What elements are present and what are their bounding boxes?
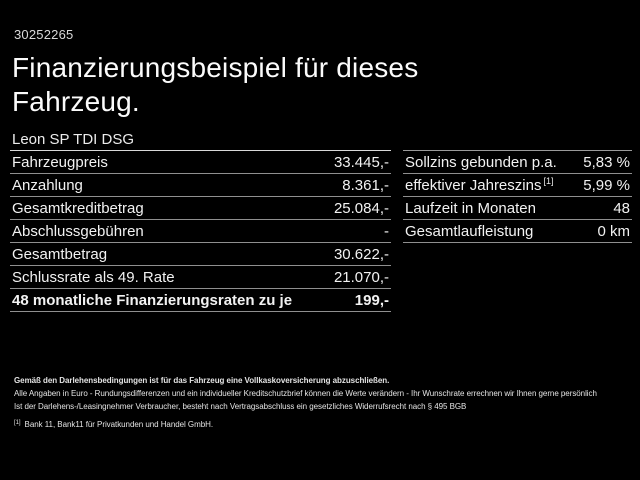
page-title-line2: Fahrzeug. xyxy=(12,86,140,117)
finance-row-abschlussgebuehren xyxy=(10,220,391,243)
page-title xyxy=(12,51,418,119)
finance-row-label: Fahrzeugpreis xyxy=(12,153,108,171)
finance-row-gesamtkreditbetrag xyxy=(10,197,391,220)
finance-row-anzahlung xyxy=(10,174,391,197)
conditions-row-value: 48 xyxy=(613,199,630,217)
finance-row-label: 48 monatliche Finanzierungsraten zu je xyxy=(12,291,293,309)
finance-table xyxy=(10,150,391,312)
finance-row-schlussrate xyxy=(10,266,391,289)
conditions-row-value: 0 km xyxy=(597,222,630,240)
finance-row-value: 33.445,- xyxy=(333,153,389,171)
finance-row-value: 21.070,- xyxy=(333,268,389,286)
finance-row-value: 30.622,- xyxy=(333,245,389,263)
offer-id: 30252265 xyxy=(14,27,74,42)
conditions-row-effektiver-jahreszins xyxy=(403,174,632,197)
conditions-row-label: effektiver Jahreszins [1] xyxy=(405,175,554,194)
insurance-note: Gemäß den Darlehensbedingungen ist für das Fahrzeug eine Vollkaskoversicherung abzuschließen. xyxy=(14,376,390,385)
bank-footnote xyxy=(14,417,634,431)
legal-footer xyxy=(14,374,634,431)
footnote-ref: [1] xyxy=(543,175,554,186)
footnote-text: Bank 11, Bank11 für Privatkunden und Handel GmbH. xyxy=(24,420,214,429)
finance-row-monthly-rate xyxy=(10,289,391,312)
page-title-line1: Finanzierungsbeispiel für dieses xyxy=(12,52,419,83)
finance-row-value: 199,- xyxy=(354,291,389,309)
finance-row-label: Gesamtbetrag xyxy=(12,245,108,263)
footnote-marker: [1] xyxy=(14,420,21,426)
conditions-row-label: Laufzeit in Monaten xyxy=(405,199,536,217)
vehicle-model: Leon SP TDI DSG xyxy=(12,131,135,148)
finance-row-gesamtbetrag xyxy=(10,243,391,266)
conditions-row-value: 5,83 % xyxy=(583,153,630,171)
disclaimer-line2: Ist der Darlehens-/Leasingnehmer Verbraucher, besteht nach Vertragsabschluss ein gesetzliches Widerrufsrecht nach § 495 BGB xyxy=(14,402,467,411)
finance-row-value: 8.361,- xyxy=(342,176,389,194)
conditions-row-gesamtlaufleistung xyxy=(403,220,632,243)
conditions-row-label: Gesamtlaufleistung xyxy=(405,222,534,240)
finance-row-label: Schlussrate als 49. Rate xyxy=(12,268,175,286)
finance-row-value: - xyxy=(384,222,389,240)
finance-row-label: Abschlussgebühren xyxy=(12,222,144,240)
conditions-row-laufzeit xyxy=(403,197,632,220)
conditions-row-sollzins xyxy=(403,151,632,174)
finance-row-value: 25.084,- xyxy=(333,199,389,217)
finance-row-label: Gesamtkreditbetrag xyxy=(12,199,144,217)
conditions-row-value: 5,99 % xyxy=(583,176,630,194)
finance-row-label: Anzahlung xyxy=(12,176,83,194)
conditions-table xyxy=(403,150,632,243)
disclaimer-line1: Alle Angaben in Euro - Rundungsdifferenzen und ein individueller Kreditschutzbrief können die Werte verändern - Ihr Wunschrate errechnen wir Ihnen gerne persönlich xyxy=(14,389,597,398)
conditions-row-label: Sollzins gebunden p.a. xyxy=(405,153,557,171)
finance-row-fahrzeugpreis xyxy=(10,151,391,174)
